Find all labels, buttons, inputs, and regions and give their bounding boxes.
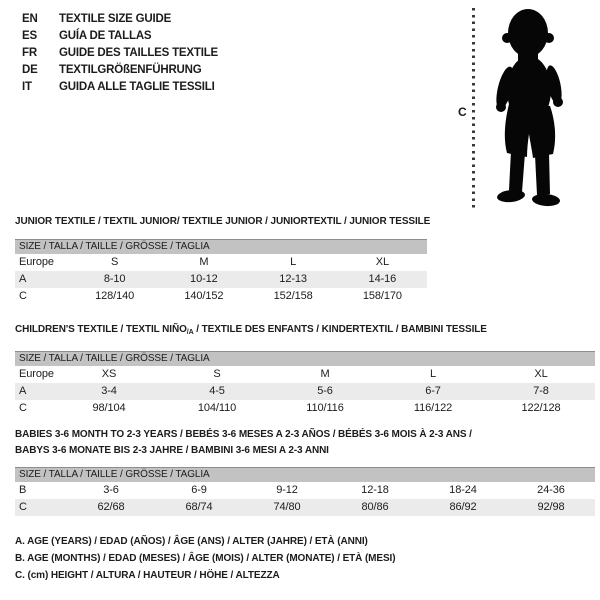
size-cell: S: [111, 256, 119, 268]
size-cell: S: [213, 368, 221, 380]
legend-footnotes: [15, 533, 395, 584]
row-label: C: [19, 402, 27, 414]
height-cell: 62/68: [97, 501, 125, 513]
height-cell: 152/158: [273, 290, 313, 302]
age-cell: 6-9: [191, 484, 207, 496]
guide-title-fr: GUIDE DES TAILLES TEXTILE: [59, 47, 218, 59]
height-cell: 86/92: [449, 501, 477, 513]
language-code: FR: [22, 47, 37, 59]
age-cell: 9-12: [276, 484, 298, 496]
height-measure-label: C: [458, 105, 467, 119]
children-title-post: / TEXTILE DES ENFANTS / KINDERTEXTIL / BAMBINI TESSILE: [193, 324, 487, 335]
size-cell: XL: [534, 368, 548, 380]
age-cell: 5-6: [317, 385, 333, 397]
footnote-c: C. (cm) HEIGHT / ALTURA / HAUTEUR / HÖHE / ALTEZZA: [15, 570, 280, 581]
row-label: A: [19, 273, 27, 285]
size-cell: XL: [375, 256, 389, 268]
table-row: [15, 383, 595, 400]
language-row-it: [22, 79, 218, 96]
table-row: [15, 499, 595, 516]
row-label: B: [19, 484, 27, 496]
babies-section-title: [15, 427, 515, 459]
table-row: [15, 366, 595, 383]
age-cell: 3-4: [101, 385, 117, 397]
junior-section-title: JUNIOR TEXTILE / TEXTIL JUNIOR/ TEXTILE JUNIOR / JUNIORTEXTIL / JUNIOR TESSILE: [15, 216, 431, 227]
children-section-title: [15, 324, 487, 335]
size-cell: XS: [101, 368, 117, 380]
guide-title-it: GUIDA ALLE TAGLIE TESSILI: [59, 81, 215, 93]
junior-size-table: [15, 239, 427, 305]
table-row: [15, 271, 427, 288]
junior-size-table-header: SIZE / TALLA / TAILLE / GRÖSSE / TAGLIA: [15, 239, 427, 254]
language-code: DE: [22, 64, 38, 76]
height-cell: 110/116: [306, 402, 344, 414]
age-cell: 10-12: [190, 273, 218, 285]
size-cell: M: [320, 368, 330, 380]
height-cell: 140/152: [184, 290, 224, 302]
children-title-pre: CHILDREN'S TEXTILE / TEXTIL NIÑO: [15, 324, 187, 335]
language-title-list: [22, 11, 218, 96]
height-cell: 74/80: [273, 501, 301, 513]
height-dotted-line: [472, 8, 475, 209]
guide-title-es: GUÍA DE TALLAS: [59, 30, 152, 42]
row-label: A: [19, 385, 27, 397]
babies-size-table-header: SIZE / TALLA / TAILLE / GRÖSSE / TAGLIA: [15, 467, 595, 482]
size-cell: M: [199, 256, 209, 268]
height-cell: 122/128: [521, 402, 561, 414]
height-cell: 68/74: [185, 501, 213, 513]
row-label: Europe: [19, 256, 54, 268]
height-cell: 104/110: [197, 402, 237, 414]
language-row-fr: [22, 45, 218, 62]
children-size-table-header: SIZE / TALLA / TAILLE / GRÖSSE / TAGLIA: [15, 351, 595, 366]
babies-title-line1: BABIES 3-6 MONTH TO 2-3 YEARS / BEBÉS 3-6 MESES A 2-3 AÑOS / BÉBÉS 3-6 MOIS À 2-3 ANS /: [15, 429, 472, 440]
age-cell: 7-8: [533, 385, 549, 397]
age-cell: 14-16: [368, 273, 397, 285]
language-row-en: [22, 11, 218, 28]
babies-title-line2: BABYS 3-6 MONATE BIS 2-3 JAHRE / BAMBINI 3-6 MESI A 2-3 ANNI: [15, 445, 329, 456]
age-cell: 24-36: [537, 484, 565, 496]
language-code: EN: [22, 13, 38, 25]
age-cell: 12-18: [361, 484, 389, 496]
height-cell: 158/170: [362, 290, 402, 302]
age-cell: 6-7: [425, 385, 441, 397]
footnote-a: A. AGE (YEARS) / EDAD (AÑOS) / ÂGE (ANS) / ALTER (JAHRE) / ETÀ (ANNI): [15, 536, 368, 547]
language-code: IT: [22, 81, 32, 93]
size-cell: L: [429, 368, 437, 380]
table-row: [15, 254, 427, 271]
height-cell: 80/86: [361, 501, 389, 513]
age-cell: 12-13: [279, 273, 307, 285]
row-label: C: [19, 501, 27, 513]
height-cell: 92/98: [537, 501, 565, 513]
row-label: C: [19, 290, 27, 302]
baby-silhouette-icon: [482, 6, 578, 212]
size-cell: L: [290, 256, 297, 268]
height-cell: 128/140: [95, 290, 135, 302]
table-row: [15, 400, 595, 417]
language-code: ES: [22, 30, 37, 42]
children-title-subscript: /A: [186, 329, 194, 336]
language-row-es: [22, 28, 218, 45]
babies-size-table: [15, 467, 595, 516]
age-cell: 18-24: [449, 484, 477, 496]
guide-title-en: TEXTILE SIZE GUIDE: [59, 13, 172, 25]
table-row: [15, 482, 595, 499]
age-cell: 4-5: [209, 385, 225, 397]
age-cell: 3-6: [103, 484, 119, 496]
footnote-b: B. AGE (MONTHS) / EDAD (MESES) / ÂGE (MOIS) / ALTER (MONATE) / ETÀ (MESI): [15, 553, 396, 564]
table-row: [15, 288, 427, 305]
row-label: Europe: [19, 368, 54, 380]
age-cell: 8-10: [103, 273, 126, 285]
language-row-de: [22, 62, 218, 79]
height-cell: 116/122: [413, 402, 453, 414]
guide-title-de: TEXTILGRÖßENFÜHRUNG: [59, 64, 202, 76]
height-cell: 98/104: [92, 402, 126, 414]
children-size-table: [15, 351, 595, 417]
